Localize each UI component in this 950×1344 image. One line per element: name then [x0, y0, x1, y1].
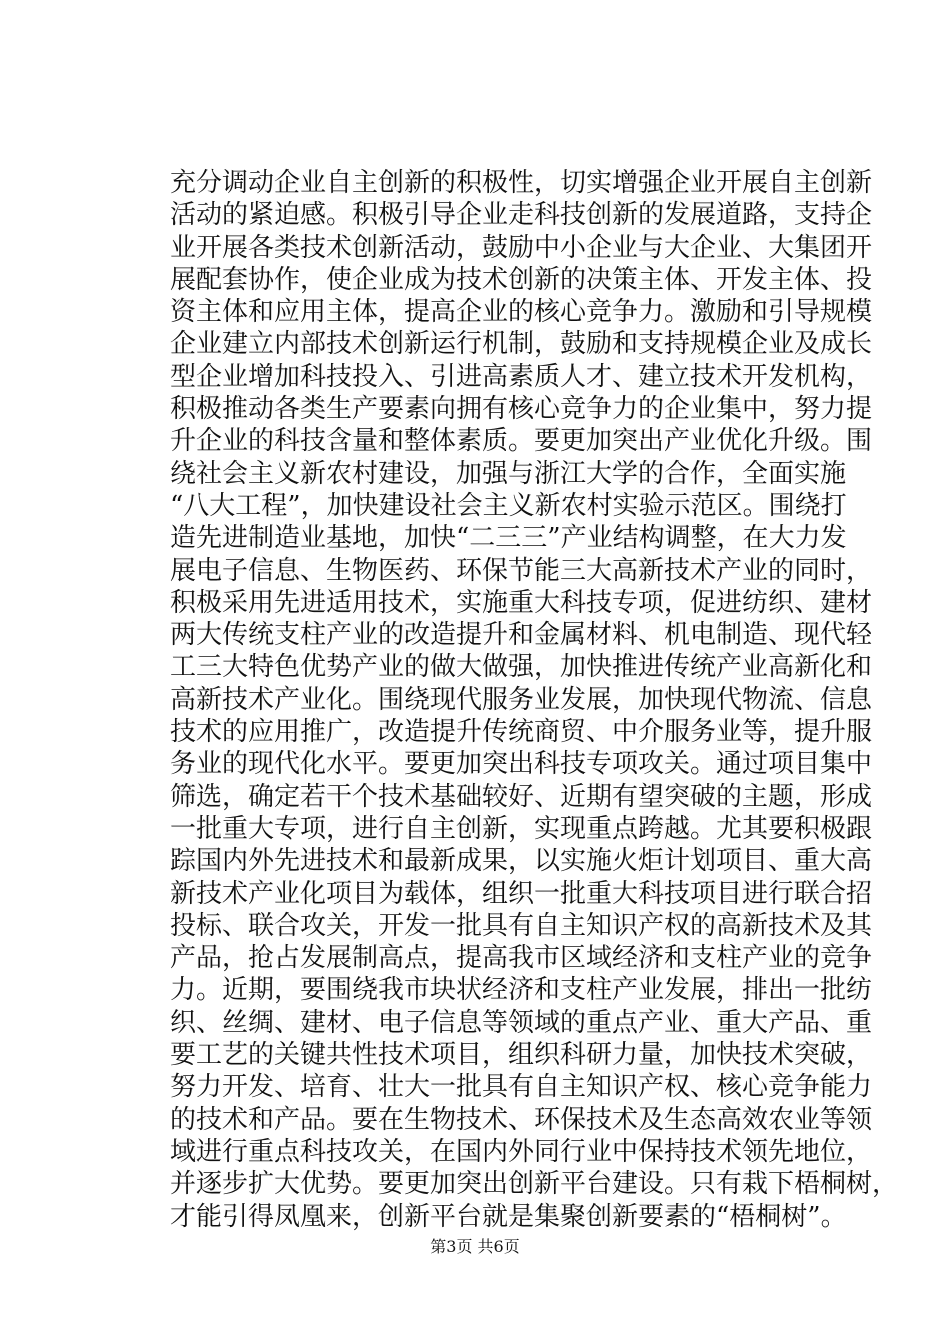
body-paragraph	[170, 167, 899, 1233]
text-line: 才能引得凤凰来，创新平台就是集聚创新要素的“梧桐树”。	[170, 1201, 847, 1232]
page-number-footer: 第3页 共6页	[430, 1237, 520, 1256]
text-line: 积极采用先进适用技术，实施重大科技专项，促进纺织、建材	[170, 587, 873, 618]
text-line: “八大工程”，加快建设社会主义新农村实验示范区。围绕打	[170, 490, 847, 521]
text-line: 织、丝绸、建材、电子信息等领域的重点产业、重大产品、重	[170, 1007, 873, 1038]
text-line: 新技术产业化项目为载体，组织一批重大科技项目进行联合招	[170, 878, 873, 909]
text-line: 努力开发、培育、壮大一批具有自主知识产权、核心竞争能力	[170, 1072, 873, 1103]
text-line: 的技术和产品。要在生物技术、环保技术及生态高效农业等领	[170, 1104, 873, 1135]
text-line: 活动的紧迫感。积极引导企业走科技创新的发展道路，支持企	[170, 200, 873, 231]
text-line: 要工艺的关键共性技术项目，组织科研力量，加快技术突破，	[170, 1040, 873, 1071]
text-line: 企业建立内部技术创新运行机制，鼓励和支持规模企业及成长	[170, 329, 873, 360]
text-line: 升企业的科技含量和整体素质。要更加突出产业优化升级。围	[170, 426, 873, 457]
text-line: 产品，抢占发展制高点，提高我市区域经济和支柱产业的竞争	[170, 943, 873, 974]
text-line: 绕社会主义新农村建设，加强与浙江大学的合作，全面实施	[170, 458, 847, 489]
text-line: 工三大特色优势产业的做大做强，加快推进传统产业高新化和	[170, 652, 873, 683]
text-line: 资主体和应用主体，提高企业的核心竞争力。激励和引导规模	[170, 297, 873, 328]
text-line: 造先进制造业基地，加快“二三三”产业结构调整，在大力发	[170, 523, 847, 554]
text-line: 型企业增加科技投入、引进高素质人才、建立技术开发机构，	[170, 361, 873, 392]
text-line: 展电子信息、生物医药、环保节能三大高新技术产业的同时，	[170, 555, 873, 586]
text-line: 高新技术产业化。围绕现代服务业发展，加快现代物流、信息	[170, 684, 873, 715]
text-line: 并逐步扩大优势。要更加突出创新平台建设。只有栽下梧桐树，	[170, 1169, 899, 1200]
text-line: 积极推动各类生产要素向拥有核心竞争力的企业集中，努力提	[170, 394, 873, 425]
text-line: 展配套协作，使企业成为技术创新的决策主体、开发主体、投	[170, 264, 873, 295]
text-line: 力。近期，要围绕我市块状经济和支柱产业发展，排出一批纺	[170, 975, 873, 1006]
text-line: 一批重大专项，进行自主创新，实现重点跨越。尤其要积极跟	[170, 813, 873, 844]
text-line: 务业的现代化水平。要更加突出科技专项攻关。通过项目集中	[170, 749, 873, 780]
text-line: 域进行重点科技攻关，在国内外同行业中保持技术领先地位，	[170, 1136, 873, 1167]
text-line: 投标、联合攻关，开发一批具有自主知识产权的高新技术及其	[170, 910, 873, 941]
text-line: 技术的应用推广，改造提升传统商贸、中介服务业等，提升服	[170, 717, 873, 748]
text-line: 业开展各类技术创新活动，鼓励中小企业与大企业、大集团开	[170, 232, 873, 263]
text-line: 筛选，确定若干个技术基础较好、近期有望突破的主题，形成	[170, 781, 873, 812]
text-line: 充分调动企业自主创新的积极性，切实增强企业开展自主创新	[170, 168, 873, 198]
text-line: 踪国内外先进技术和最新成果，以实施火炬计划项目、重大高	[170, 846, 873, 877]
text-line: 两大传统支柱产业的改造提升和金属材料、机电制造、现代轻	[170, 620, 873, 651]
